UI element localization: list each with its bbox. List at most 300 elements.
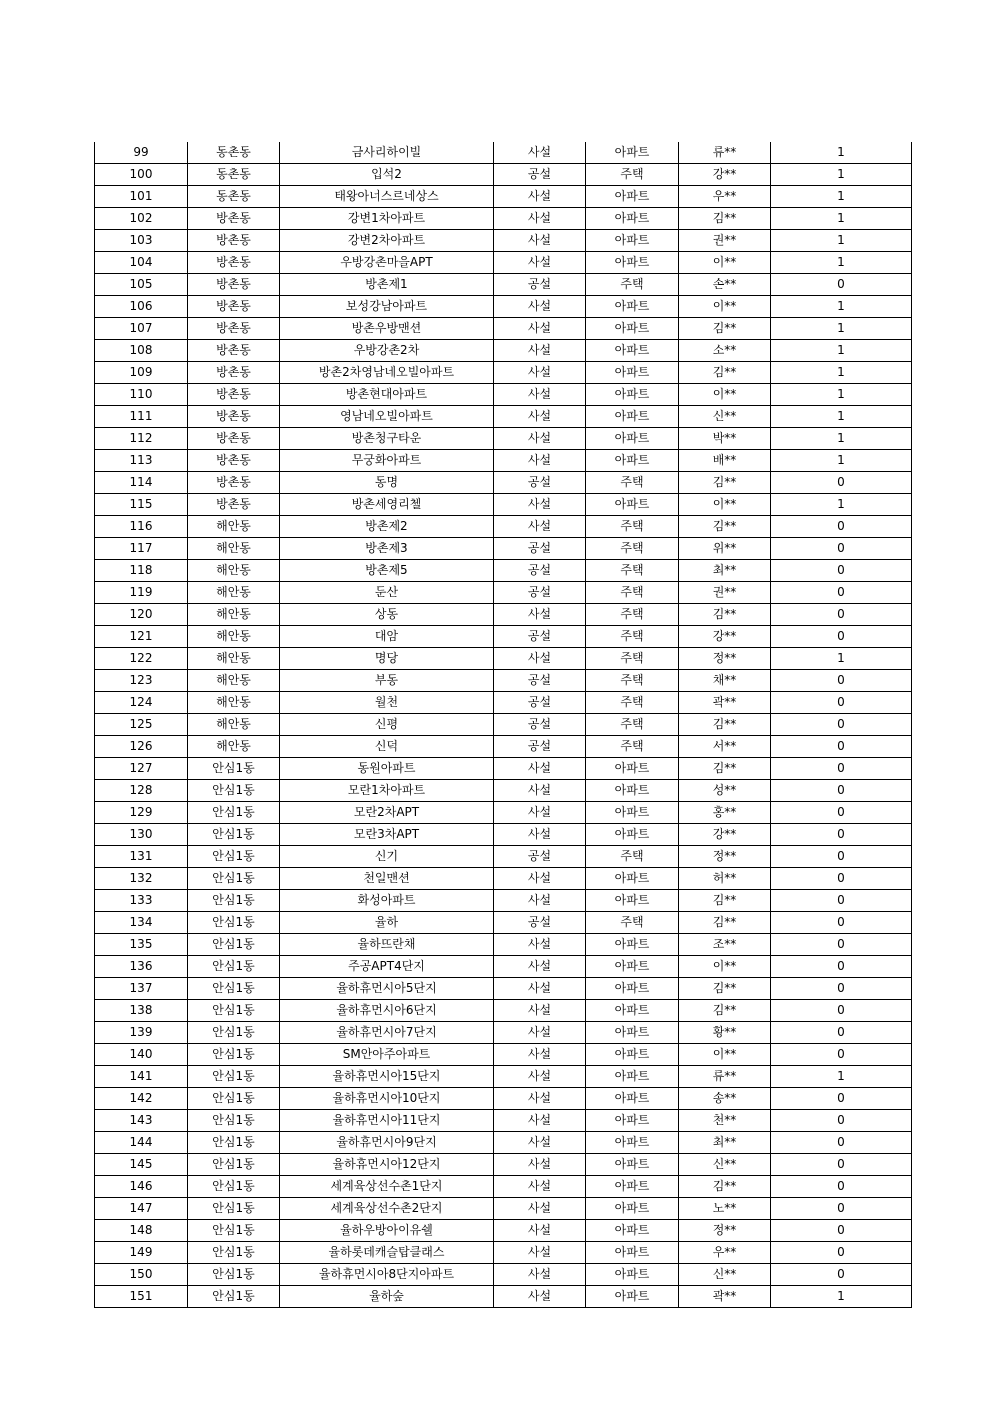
district-cell: 안심1동 — [188, 978, 280, 1000]
count-cell: 1 — [771, 450, 912, 472]
housing-type-cell: 아파트 — [586, 296, 679, 318]
row-number-cell: 111 — [95, 406, 188, 428]
table-row — [95, 538, 912, 560]
table-row — [95, 1088, 912, 1110]
district-cell: 방촌동 — [188, 384, 280, 406]
housing-type-cell: 아파트 — [586, 758, 679, 780]
count-cell: 0 — [771, 1044, 912, 1066]
ownership-type-cell: 사설 — [494, 1044, 586, 1066]
housing-type-cell: 주택 — [586, 560, 679, 582]
table-row — [95, 1044, 912, 1066]
table-row — [95, 1132, 912, 1154]
table-row — [95, 1176, 912, 1198]
facility-name-cell: 율하 — [280, 912, 494, 934]
facility-name-cell: 율하휴먼시아5단지 — [280, 978, 494, 1000]
ownership-type-cell: 공설 — [494, 472, 586, 494]
ownership-type-cell: 사설 — [494, 516, 586, 538]
table-row — [95, 384, 912, 406]
count-cell: 1 — [771, 1286, 912, 1308]
ownership-type-cell: 사설 — [494, 208, 586, 230]
ownership-type-cell: 공설 — [494, 626, 586, 648]
count-cell: 0 — [771, 714, 912, 736]
row-number-cell: 146 — [95, 1176, 188, 1198]
housing-type-cell: 아파트 — [586, 186, 679, 208]
count-cell: 1 — [771, 296, 912, 318]
district-cell: 방촌동 — [188, 428, 280, 450]
manager-name-cell: 최** — [679, 560, 771, 582]
manager-name-cell: 이** — [679, 494, 771, 516]
housing-type-cell: 아파트 — [586, 1000, 679, 1022]
row-number-cell: 125 — [95, 714, 188, 736]
manager-name-cell: 김** — [679, 978, 771, 1000]
housing-type-cell: 주택 — [586, 626, 679, 648]
manager-name-cell: 채** — [679, 670, 771, 692]
count-cell: 0 — [771, 604, 912, 626]
table-row — [95, 692, 912, 714]
facility-name-cell: 무궁화아파트 — [280, 450, 494, 472]
count-cell: 1 — [771, 142, 912, 164]
housing-type-cell: 주택 — [586, 648, 679, 670]
count-cell: 0 — [771, 626, 912, 648]
table-row — [95, 318, 912, 340]
housing-type-cell: 아파트 — [586, 824, 679, 846]
table-row — [95, 494, 912, 516]
ownership-type-cell: 사설 — [494, 1022, 586, 1044]
manager-name-cell: 허** — [679, 868, 771, 890]
district-cell: 안심1동 — [188, 1264, 280, 1286]
ownership-type-cell: 사설 — [494, 1132, 586, 1154]
facility-name-cell: 우방강촌마을APT — [280, 252, 494, 274]
ownership-type-cell: 공설 — [494, 736, 586, 758]
row-number-cell: 134 — [95, 912, 188, 934]
housing-type-cell: 아파트 — [586, 1220, 679, 1242]
district-cell: 해안동 — [188, 626, 280, 648]
facility-name-cell: 율하휴먼시아15단지 — [280, 1066, 494, 1088]
ownership-type-cell: 사설 — [494, 406, 586, 428]
count-cell: 0 — [771, 670, 912, 692]
housing-type-cell: 아파트 — [586, 208, 679, 230]
ownership-type-cell: 사설 — [494, 802, 586, 824]
facility-name-cell: 방촌현대아파트 — [280, 384, 494, 406]
facility-name-cell: 주공APT4단지 — [280, 956, 494, 978]
row-number-cell: 101 — [95, 186, 188, 208]
housing-type-cell: 주택 — [586, 736, 679, 758]
manager-name-cell: 김** — [679, 758, 771, 780]
manager-name-cell: 위** — [679, 538, 771, 560]
facility-name-cell: 우방강촌2차 — [280, 340, 494, 362]
ownership-type-cell: 사설 — [494, 1264, 586, 1286]
facility-name-cell: 상동 — [280, 604, 494, 626]
row-number-cell: 113 — [95, 450, 188, 472]
manager-name-cell: 이** — [679, 956, 771, 978]
housing-type-cell: 아파트 — [586, 956, 679, 978]
housing-type-cell: 아파트 — [586, 384, 679, 406]
district-cell: 해안동 — [188, 736, 280, 758]
district-cell: 안심1동 — [188, 1286, 280, 1308]
count-cell: 1 — [771, 252, 912, 274]
housing-type-cell: 아파트 — [586, 1242, 679, 1264]
row-number-cell: 105 — [95, 274, 188, 296]
ownership-type-cell: 사설 — [494, 1000, 586, 1022]
facility-name-cell: 신덕 — [280, 736, 494, 758]
housing-type-cell: 주택 — [586, 274, 679, 296]
row-number-cell: 110 — [95, 384, 188, 406]
housing-type-cell: 아파트 — [586, 1044, 679, 1066]
row-number-cell: 115 — [95, 494, 188, 516]
district-cell: 해안동 — [188, 648, 280, 670]
row-number-cell: 117 — [95, 538, 188, 560]
manager-name-cell: 김** — [679, 362, 771, 384]
facility-name-cell: 방촌제1 — [280, 274, 494, 296]
row-number-cell: 145 — [95, 1154, 188, 1176]
table-row — [95, 1220, 912, 1242]
manager-name-cell: 배** — [679, 450, 771, 472]
table-row — [95, 670, 912, 692]
count-cell: 0 — [771, 1022, 912, 1044]
district-cell: 안심1동 — [188, 1198, 280, 1220]
manager-name-cell: 조** — [679, 934, 771, 956]
district-cell: 안심1동 — [188, 1242, 280, 1264]
table-row — [95, 472, 912, 494]
housing-type-cell: 아파트 — [586, 1286, 679, 1308]
ownership-type-cell: 사설 — [494, 1198, 586, 1220]
district-cell: 방촌동 — [188, 362, 280, 384]
row-number-cell: 131 — [95, 846, 188, 868]
district-cell: 안심1동 — [188, 1000, 280, 1022]
row-number-cell: 124 — [95, 692, 188, 714]
manager-name-cell: 손** — [679, 274, 771, 296]
ownership-type-cell: 사설 — [494, 450, 586, 472]
ownership-type-cell: 공설 — [494, 692, 586, 714]
housing-type-cell: 아파트 — [586, 494, 679, 516]
count-cell: 0 — [771, 560, 912, 582]
manager-name-cell: 김** — [679, 208, 771, 230]
ownership-type-cell: 사설 — [494, 384, 586, 406]
table-row — [95, 208, 912, 230]
table-row — [95, 406, 912, 428]
facility-name-cell: 율하뜨란채 — [280, 934, 494, 956]
housing-type-cell: 주택 — [586, 164, 679, 186]
count-cell: 0 — [771, 758, 912, 780]
row-number-cell: 129 — [95, 802, 188, 824]
manager-name-cell: 권** — [679, 230, 771, 252]
row-number-cell: 147 — [95, 1198, 188, 1220]
housing-type-cell: 주택 — [586, 714, 679, 736]
manager-name-cell: 우** — [679, 186, 771, 208]
ownership-type-cell: 사설 — [494, 318, 586, 340]
count-cell: 0 — [771, 692, 912, 714]
table-row — [95, 1066, 912, 1088]
count-cell: 0 — [771, 472, 912, 494]
ownership-type-cell: 사설 — [494, 780, 586, 802]
row-number-cell: 107 — [95, 318, 188, 340]
count-cell: 0 — [771, 516, 912, 538]
count-cell: 1 — [771, 362, 912, 384]
housing-type-cell: 아파트 — [586, 1154, 679, 1176]
facility-name-cell: 부동 — [280, 670, 494, 692]
district-cell: 해안동 — [188, 538, 280, 560]
row-number-cell: 132 — [95, 868, 188, 890]
facility-name-cell: 금사리하이빌 — [280, 142, 494, 164]
table-body — [95, 142, 912, 1308]
count-cell: 0 — [771, 1088, 912, 1110]
manager-name-cell: 성** — [679, 780, 771, 802]
table-row — [95, 758, 912, 780]
count-cell: 0 — [771, 1176, 912, 1198]
row-number-cell: 136 — [95, 956, 188, 978]
manager-name-cell: 정** — [679, 846, 771, 868]
table-row — [95, 604, 912, 626]
ownership-type-cell: 사설 — [494, 868, 586, 890]
manager-name-cell: 정** — [679, 648, 771, 670]
facility-name-cell: 입석2 — [280, 164, 494, 186]
ownership-type-cell: 사설 — [494, 340, 586, 362]
table-row — [95, 1154, 912, 1176]
facility-name-cell: 천일맨션 — [280, 868, 494, 890]
facility-name-cell: 강변1차아파트 — [280, 208, 494, 230]
manager-name-cell: 김** — [679, 472, 771, 494]
district-cell: 안심1동 — [188, 846, 280, 868]
count-cell: 0 — [771, 868, 912, 890]
table-row — [95, 164, 912, 186]
housing-type-cell: 아파트 — [586, 1022, 679, 1044]
table-row — [95, 846, 912, 868]
manager-name-cell: 황** — [679, 1022, 771, 1044]
facility-name-cell: 모란2차APT — [280, 802, 494, 824]
housing-type-cell: 아파트 — [586, 450, 679, 472]
table-row — [95, 230, 912, 252]
table-row — [95, 450, 912, 472]
manager-name-cell: 강** — [679, 164, 771, 186]
manager-name-cell: 류** — [679, 142, 771, 164]
ownership-type-cell: 사설 — [494, 824, 586, 846]
count-cell: 0 — [771, 274, 912, 296]
row-number-cell: 151 — [95, 1286, 188, 1308]
ownership-type-cell: 사설 — [494, 648, 586, 670]
row-number-cell: 137 — [95, 978, 188, 1000]
facility-name-cell: 율하휴먼시아12단지 — [280, 1154, 494, 1176]
manager-name-cell: 이** — [679, 296, 771, 318]
manager-name-cell: 소** — [679, 340, 771, 362]
row-number-cell: 106 — [95, 296, 188, 318]
district-cell: 방촌동 — [188, 296, 280, 318]
count-cell: 0 — [771, 1154, 912, 1176]
facility-name-cell: 율하휴먼시아7단지 — [280, 1022, 494, 1044]
facility-name-cell: 방촌제2 — [280, 516, 494, 538]
manager-name-cell: 강** — [679, 626, 771, 648]
facility-name-cell: 율하휴먼시아8단지아파트 — [280, 1264, 494, 1286]
ownership-type-cell: 사설 — [494, 758, 586, 780]
count-cell: 1 — [771, 164, 912, 186]
district-cell: 안심1동 — [188, 758, 280, 780]
table-row — [95, 296, 912, 318]
manager-name-cell: 신** — [679, 1154, 771, 1176]
facility-name-cell: 율하휴먼시아6단지 — [280, 1000, 494, 1022]
district-cell: 동촌동 — [188, 142, 280, 164]
housing-type-cell: 아파트 — [586, 1198, 679, 1220]
row-number-cell: 142 — [95, 1088, 188, 1110]
manager-name-cell: 정** — [679, 1220, 771, 1242]
housing-type-cell: 주택 — [586, 538, 679, 560]
table-row — [95, 252, 912, 274]
district-cell: 방촌동 — [188, 230, 280, 252]
facility-name-cell: 동명 — [280, 472, 494, 494]
manager-name-cell: 권** — [679, 582, 771, 604]
row-number-cell: 138 — [95, 1000, 188, 1022]
ownership-type-cell: 사설 — [494, 1242, 586, 1264]
table-row — [95, 1000, 912, 1022]
row-number-cell: 121 — [95, 626, 188, 648]
ownership-type-cell: 사설 — [494, 978, 586, 1000]
housing-type-cell: 아파트 — [586, 230, 679, 252]
housing-type-cell: 아파트 — [586, 406, 679, 428]
facility-name-cell: 방촌제3 — [280, 538, 494, 560]
row-number-cell: 149 — [95, 1242, 188, 1264]
district-cell: 방촌동 — [188, 406, 280, 428]
housing-type-cell: 아파트 — [586, 978, 679, 1000]
district-cell: 안심1동 — [188, 956, 280, 978]
row-number-cell: 150 — [95, 1264, 188, 1286]
housing-type-cell: 아파트 — [586, 934, 679, 956]
ownership-type-cell: 사설 — [494, 362, 586, 384]
district-cell: 안심1동 — [188, 890, 280, 912]
row-number-cell: 130 — [95, 824, 188, 846]
row-number-cell: 99 — [95, 142, 188, 164]
housing-type-cell: 아파트 — [586, 1110, 679, 1132]
table-row — [95, 626, 912, 648]
district-cell: 방촌동 — [188, 318, 280, 340]
ownership-type-cell: 사설 — [494, 1110, 586, 1132]
ownership-type-cell: 사설 — [494, 1154, 586, 1176]
facility-name-cell: 모란1차아파트 — [280, 780, 494, 802]
row-number-cell: 139 — [95, 1022, 188, 1044]
table-row — [95, 824, 912, 846]
housing-type-cell: 아파트 — [586, 890, 679, 912]
table-row — [95, 736, 912, 758]
count-cell: 1 — [771, 340, 912, 362]
ownership-type-cell: 사설 — [494, 1066, 586, 1088]
housing-type-cell: 아파트 — [586, 362, 679, 384]
ownership-type-cell: 사설 — [494, 1220, 586, 1242]
district-cell: 동촌동 — [188, 164, 280, 186]
housing-type-cell: 아파트 — [586, 1176, 679, 1198]
district-cell: 해안동 — [188, 560, 280, 582]
facility-name-cell: 명당 — [280, 648, 494, 670]
district-cell: 안심1동 — [188, 934, 280, 956]
district-cell: 안심1동 — [188, 1022, 280, 1044]
facility-name-cell: 모란3차APT — [280, 824, 494, 846]
ownership-type-cell: 사설 — [494, 494, 586, 516]
manager-name-cell: 김** — [679, 912, 771, 934]
facility-name-cell: 대암 — [280, 626, 494, 648]
district-cell: 안심1동 — [188, 912, 280, 934]
facility-name-cell: 율하휴먼시아11단지 — [280, 1110, 494, 1132]
district-cell: 방촌동 — [188, 450, 280, 472]
table-row — [95, 890, 912, 912]
manager-name-cell: 김** — [679, 714, 771, 736]
count-cell: 0 — [771, 912, 912, 934]
facility-name-cell: 율하휴먼시아9단지 — [280, 1132, 494, 1154]
facility-name-cell: 화성아파트 — [280, 890, 494, 912]
district-cell: 방촌동 — [188, 494, 280, 516]
ownership-type-cell: 사설 — [494, 186, 586, 208]
row-number-cell: 127 — [95, 758, 188, 780]
district-cell: 해안동 — [188, 714, 280, 736]
ownership-type-cell: 공설 — [494, 714, 586, 736]
count-cell: 0 — [771, 846, 912, 868]
manager-name-cell: 류** — [679, 1066, 771, 1088]
table-row — [95, 868, 912, 890]
table-row — [95, 912, 912, 934]
count-cell: 0 — [771, 890, 912, 912]
facility-name-cell: 신기 — [280, 846, 494, 868]
manager-name-cell: 신** — [679, 1264, 771, 1286]
district-cell: 동촌동 — [188, 186, 280, 208]
count-cell: 0 — [771, 1242, 912, 1264]
row-number-cell: 143 — [95, 1110, 188, 1132]
ownership-type-cell: 공설 — [494, 538, 586, 560]
facility-name-cell: 율하우방아이유쉘 — [280, 1220, 494, 1242]
manager-name-cell: 홍** — [679, 802, 771, 824]
housing-type-cell: 주택 — [586, 670, 679, 692]
row-number-cell: 133 — [95, 890, 188, 912]
ownership-type-cell: 사설 — [494, 890, 586, 912]
count-cell: 0 — [771, 1110, 912, 1132]
ownership-type-cell: 사설 — [494, 230, 586, 252]
manager-name-cell: 박** — [679, 428, 771, 450]
ownership-type-cell: 사설 — [494, 1286, 586, 1308]
housing-type-cell: 아파트 — [586, 1132, 679, 1154]
facility-name-cell: 방촌제5 — [280, 560, 494, 582]
district-cell: 방촌동 — [188, 252, 280, 274]
count-cell: 1 — [771, 494, 912, 516]
ownership-type-cell: 사설 — [494, 956, 586, 978]
district-cell: 안심1동 — [188, 1044, 280, 1066]
housing-type-cell: 아파트 — [586, 142, 679, 164]
district-cell: 해안동 — [188, 692, 280, 714]
row-number-cell: 148 — [95, 1220, 188, 1242]
row-number-cell: 104 — [95, 252, 188, 274]
ownership-type-cell: 사설 — [494, 428, 586, 450]
housing-type-cell: 주택 — [586, 472, 679, 494]
facility-name-cell: 동원아파트 — [280, 758, 494, 780]
count-cell: 1 — [771, 1066, 912, 1088]
district-cell: 안심1동 — [188, 1154, 280, 1176]
row-number-cell: 122 — [95, 648, 188, 670]
district-cell: 안심1동 — [188, 1220, 280, 1242]
count-cell: 1 — [771, 186, 912, 208]
row-number-cell: 118 — [95, 560, 188, 582]
housing-type-cell: 주택 — [586, 604, 679, 626]
count-cell: 0 — [771, 1264, 912, 1286]
housing-type-cell: 아파트 — [586, 868, 679, 890]
housing-type-cell: 주택 — [586, 912, 679, 934]
row-number-cell: 123 — [95, 670, 188, 692]
row-number-cell: 144 — [95, 1132, 188, 1154]
row-number-cell: 128 — [95, 780, 188, 802]
district-cell: 안심1동 — [188, 1088, 280, 1110]
count-cell: 0 — [771, 582, 912, 604]
housing-type-cell: 주택 — [586, 846, 679, 868]
facility-name-cell: 방촌세영리첼 — [280, 494, 494, 516]
row-number-cell: 140 — [95, 1044, 188, 1066]
manager-name-cell: 서** — [679, 736, 771, 758]
count-cell: 1 — [771, 384, 912, 406]
housing-type-cell: 아파트 — [586, 428, 679, 450]
count-cell: 1 — [771, 230, 912, 252]
district-cell: 안심1동 — [188, 1176, 280, 1198]
row-number-cell: 108 — [95, 340, 188, 362]
